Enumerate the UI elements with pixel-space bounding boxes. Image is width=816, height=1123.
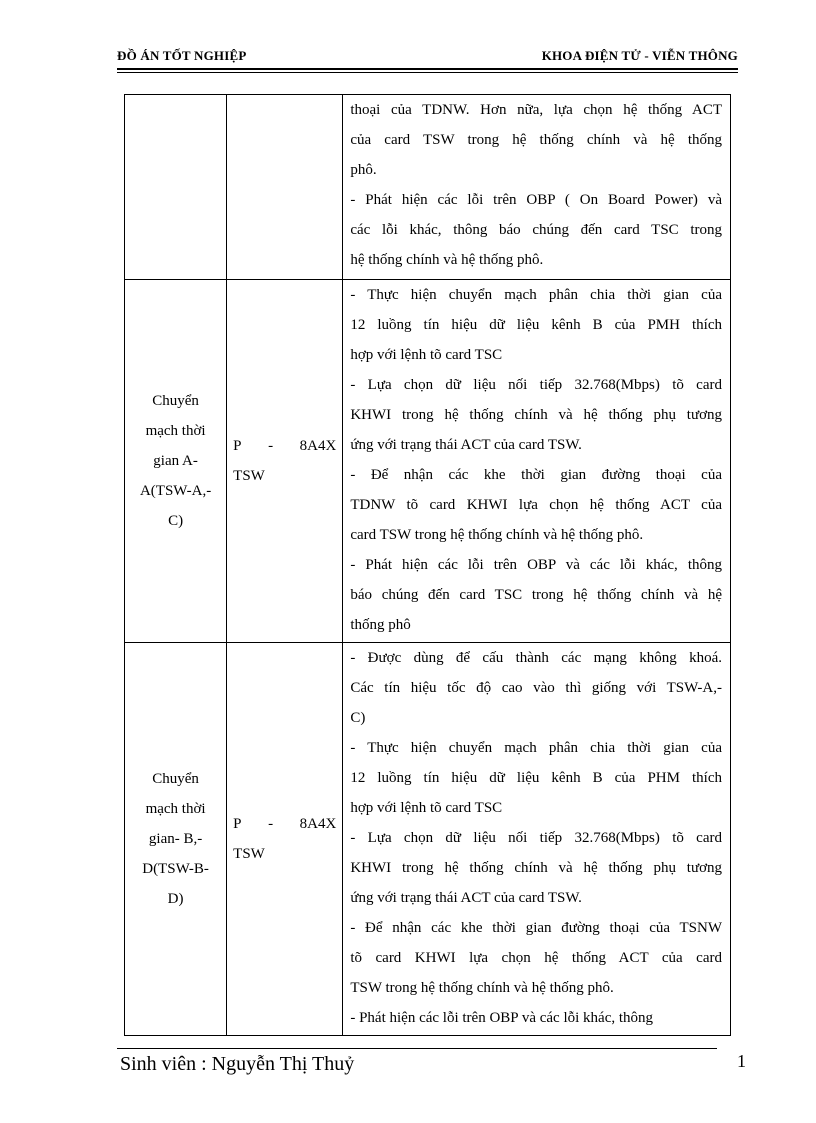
card-code-part: 8A4X bbox=[299, 438, 337, 454]
description-line: - Để nhận các khe thời gian đường thoại của bbox=[350, 467, 722, 483]
description-line: báo chúng đến card TSC trong hệ thống chính và hệ bbox=[350, 587, 722, 603]
description-line: - Lựa chọn dữ liệu nối tiếp 32.768(Mbps) tõ card bbox=[350, 830, 722, 846]
description-line: Các tín hiệu tốc độ cao vào thì giống với TSW-A,- bbox=[350, 680, 722, 696]
component-name-line: D) bbox=[167, 891, 184, 907]
component-name-line: gian- B,- bbox=[148, 831, 203, 847]
component-name-line: A(TSW-A,- bbox=[139, 483, 212, 499]
description-line: - Thực hiện chuyển mạch phân chia thời gian của bbox=[350, 287, 722, 303]
component-name-line: mạch thời bbox=[145, 423, 206, 439]
card-function-table bbox=[124, 94, 731, 1036]
table-row bbox=[125, 643, 731, 1036]
card-code-name: TSW bbox=[233, 468, 265, 484]
card-code-part: 8A4X bbox=[299, 816, 337, 832]
description-line: các lỗi khác, thông báo chúng đến card TSC trong bbox=[350, 222, 722, 238]
component-name-line: gian A- bbox=[153, 453, 198, 469]
component-name-line: C) bbox=[168, 513, 184, 529]
footer-divider bbox=[117, 1048, 717, 1049]
card-code-cell bbox=[227, 95, 343, 280]
table-row bbox=[125, 95, 731, 280]
description-line: TSW trong hệ thống chính và hệ thống phô. bbox=[350, 980, 614, 996]
description-line: card TSW trong hệ thống chính và hệ thống phô. bbox=[350, 527, 644, 543]
description-line: - Thực hiện chuyển mạch phân chia thời gian của bbox=[350, 740, 722, 756]
description-line: 12 luồng tín hiệu dữ liệu kênh B của PMH thích bbox=[350, 317, 722, 333]
description-line: của card TSW trong hệ thống chính và hệ thống bbox=[350, 132, 722, 148]
component-name-line: Chuyển bbox=[152, 393, 199, 409]
description-line: - Phát hiện các lỗi trên OBP và các lỗi khác, thông bbox=[350, 1010, 654, 1026]
description-line: KHWI trong hệ thống chính và hệ thống phụ tương bbox=[350, 407, 722, 423]
description-line: - Để nhận các khe thời gian đường thoại của TSNW bbox=[350, 920, 722, 936]
description-line: - Phát hiện các lỗi trên OBP và các lỗi khác, thông bbox=[350, 557, 722, 573]
header-title-left: ĐỒ ÁN TỐT NGHIỆP bbox=[117, 48, 247, 63]
header-divider-thick bbox=[117, 68, 738, 70]
function-description-cell bbox=[343, 643, 731, 1036]
card-code-part: - bbox=[268, 816, 274, 832]
description-line: - Lựa chọn dữ liệu nối tiếp 32.768(Mbps) tõ card bbox=[350, 377, 722, 393]
description-line: KHWI trong hệ thống chính và hệ thống phụ tương bbox=[350, 860, 722, 876]
description-line: thoại của TDNW. Hơn nữa, lựa chọn hệ thống ACT bbox=[350, 102, 722, 118]
description-line: hệ thống chính và hệ thống phô. bbox=[350, 252, 544, 268]
description-line: phô. bbox=[350, 162, 377, 178]
description-line: hợp với lệnh tõ card TSC bbox=[350, 800, 503, 816]
description-line: TDNW tõ card KHWI lựa chọn hệ thống ACT của bbox=[350, 497, 722, 513]
card-code-cell bbox=[227, 643, 343, 1036]
description-line: ứng với trạng thái ACT của card TSW. bbox=[350, 890, 582, 906]
header-divider-thin bbox=[117, 72, 738, 73]
description-line: tõ card KHWI lựa chọn hệ thống ACT của card bbox=[350, 950, 722, 966]
component-name-line: mạch thời bbox=[145, 801, 206, 817]
component-name-cell bbox=[125, 643, 227, 1036]
component-name-cell bbox=[125, 95, 227, 280]
description-line: hợp với lệnh tõ card TSC bbox=[350, 347, 503, 363]
component-name-line: D(TSW-B- bbox=[142, 861, 209, 877]
card-code-part: - bbox=[268, 438, 274, 454]
table-row bbox=[125, 280, 731, 643]
card-code-part: P bbox=[233, 438, 242, 454]
card-code-name: TSW bbox=[233, 846, 265, 862]
description-line: thống phô bbox=[350, 617, 411, 633]
footer-student-name: Sinh viên : Nguyễn Thị Thuỷ bbox=[120, 1053, 355, 1075]
function-description-cell bbox=[343, 95, 731, 280]
description-line: 12 luồng tín hiệu dữ liệu kênh B của PHM thích bbox=[350, 770, 722, 786]
description-line: ứng với trạng thái ACT của card TSW. bbox=[350, 437, 582, 453]
component-name-line: Chuyển bbox=[152, 771, 199, 787]
description-line: - Phát hiện các lỗi trên OBP ( On Board Power) và bbox=[350, 192, 722, 208]
description-line: - Được dùng để cấu thành các mạng không khoá. bbox=[350, 650, 722, 666]
component-name-cell bbox=[125, 280, 227, 643]
page-number: 1 bbox=[737, 1051, 746, 1071]
card-code-cell bbox=[227, 280, 343, 643]
header-title-right: KHOA ĐIỆN TỬ - VIỄN THÔNG bbox=[541, 48, 738, 63]
description-line: C) bbox=[350, 710, 366, 726]
function-description-cell bbox=[343, 280, 731, 643]
card-code-part: P bbox=[233, 816, 242, 832]
